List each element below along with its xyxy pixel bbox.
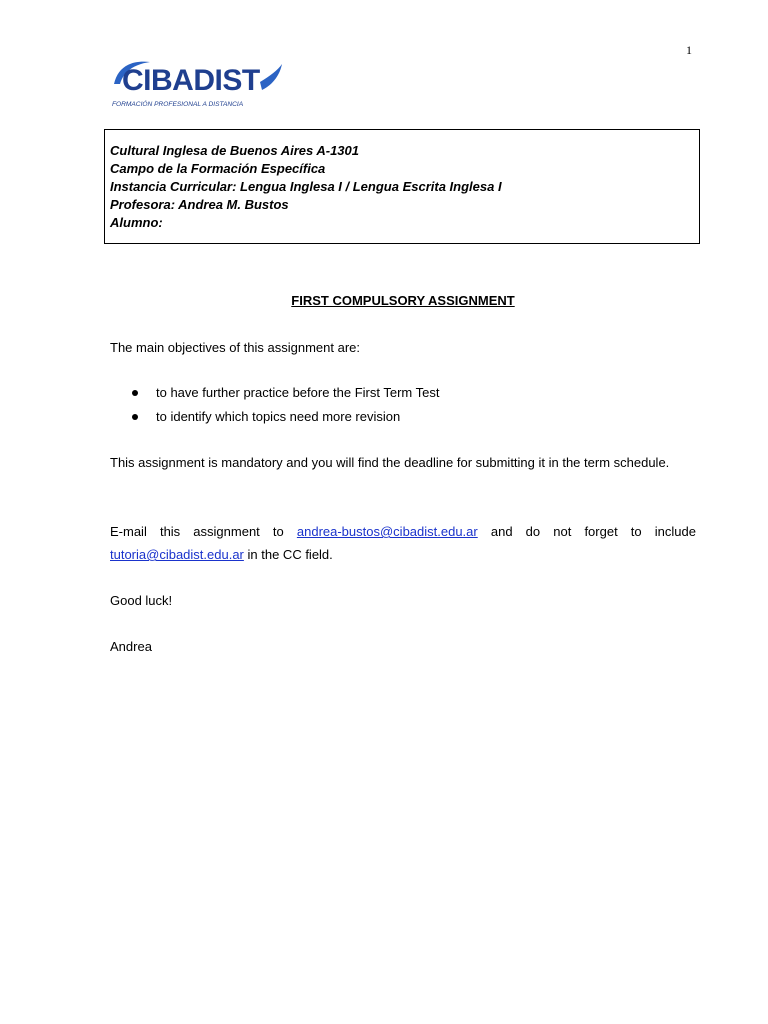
objective-text: to identify which topics need more revision (156, 409, 401, 424)
field-line: Campo de la Formación Específica (110, 161, 326, 176)
signature-text: Andrea (110, 639, 152, 654)
cibadist-logo (110, 56, 286, 112)
logo-brand-text: CIBADIST (122, 64, 260, 97)
email-link-andrea[interactable]: andrea-bustos@cibadist.edu.ar (296, 524, 478, 539)
page-number: 1 (686, 43, 692, 57)
bullet-icon (132, 390, 138, 396)
list-item (110, 381, 439, 405)
curricular-line: Instancia Curricular: Lengua Inglesa I / Lengua Escrita Inglesa I (110, 179, 502, 194)
assignment-title: FIRST COMPULSORY ASSIGNMENT (291, 293, 515, 308)
course-info-box (104, 129, 700, 244)
bullet-icon (132, 414, 138, 420)
email-prefix: E-mail this assignment to (110, 524, 284, 539)
logo-tagline-text: FORMACIÓN PROFESIONAL A DISTANCIA (112, 101, 244, 108)
logo-swoosh-right-icon (260, 64, 282, 90)
email-link-tutoria[interactable]: tutoria@cibadist.edu.ar (110, 547, 244, 562)
mandatory-paragraph: This assignment is mandatory and you will find the deadline for submitting it in the term schedule. (110, 455, 670, 470)
closing-text: Good luck! (110, 593, 173, 608)
student-line: Alumno: (110, 215, 163, 230)
list-item (110, 405, 439, 429)
objective-text: to have further practice before the First Term Test (156, 385, 440, 400)
email-middle: and do not forget to include (490, 524, 696, 539)
email-suffix: in the CC field. (247, 547, 333, 562)
institution-line: Cultural Inglesa de Buenos Aires A-1301 (110, 143, 359, 158)
intro-paragraph: The main objectives of this assignment are: (110, 340, 361, 355)
professor-line: Profesora: Andrea M. Bustos (110, 197, 289, 212)
email-paragraph (110, 520, 696, 566)
objectives-list (110, 381, 439, 429)
